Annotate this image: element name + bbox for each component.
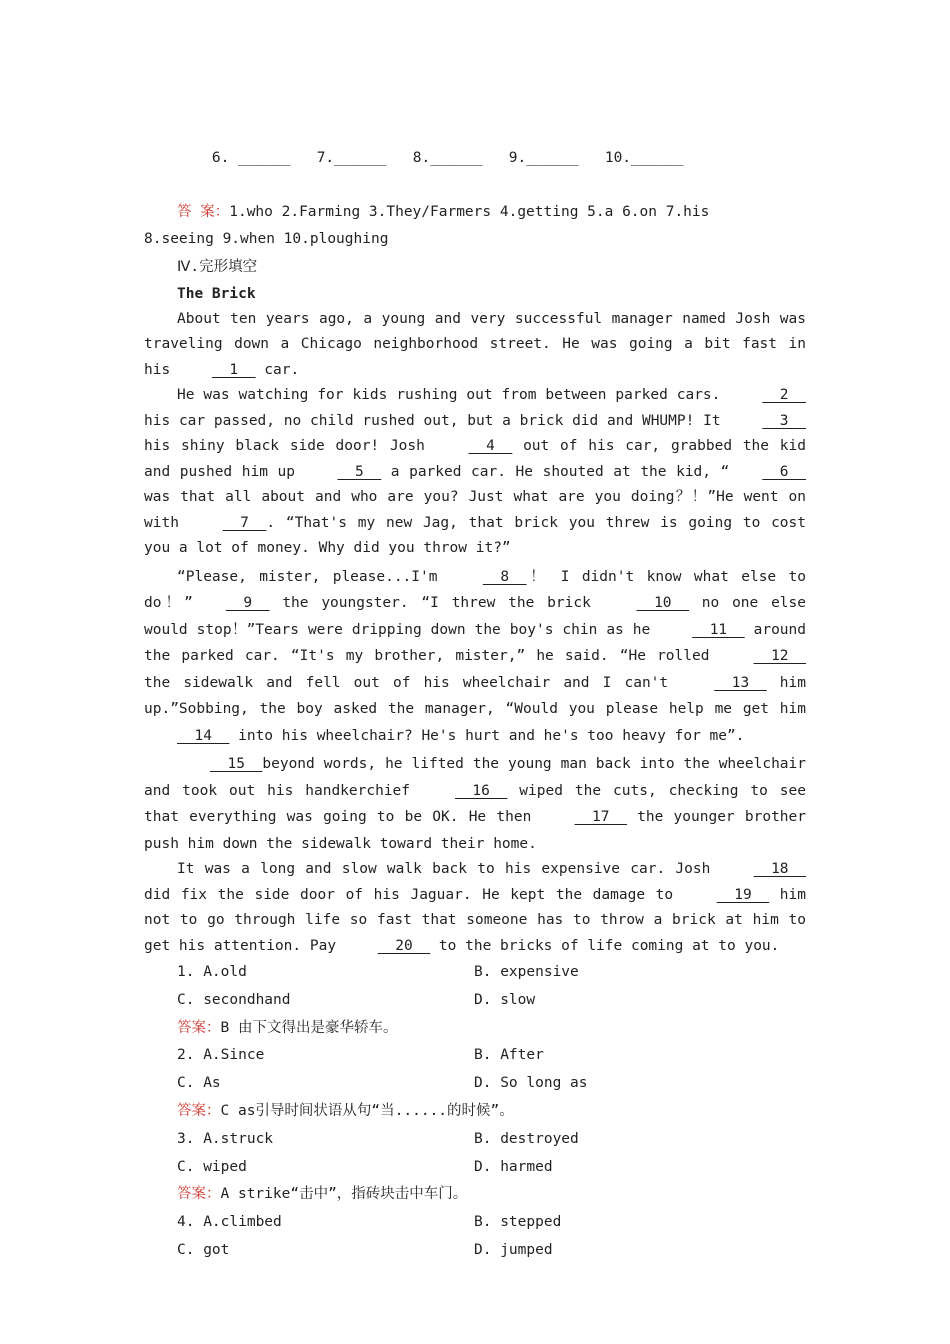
- blank-4: __4__: [468, 438, 513, 454]
- blank-15: __15__: [210, 756, 263, 772]
- blank-17: __17__: [574, 809, 627, 825]
- passage-paragraph-3: “Please, mister, please...I'm __8__！ I didn't know what else to do！” __9__ the youngster. “I threw the brick __10__ no one else would stop！”Tears were dripping down the boy's chin as he __11__ around the parked car. “It's my brother, mister,” he said. “He rolled __12__ the sidewalk and fell out of his wheelchair and I can't __13__ him up.”Sobbing, the boy asked the manager, “Would you please help me get him __14__ into his wheelchair? He's hurt and he's too heavy for me”.: [144, 564, 806, 750]
- blank-5: __5__: [337, 463, 382, 480]
- blank-19: __19__: [716, 886, 770, 903]
- blank-20: __20__: [377, 937, 431, 954]
- passage-paragraph-1: About ten years ago, a young and very successful manager named Josh was traveling down a Chicago neighborhood street. He was going a bit fast in his __1__ car.: [144, 307, 806, 384]
- blank-9: __9__: [225, 595, 270, 611]
- blank-10: 10.______: [604, 149, 684, 166]
- answer-line-1: 1.who 2.Farming 3.They/Farmers 4.getting 5.a 6.on 7.his: [229, 203, 710, 220]
- answer-note: 答案：C as引导时间状语从句“当......的时候”。: [177, 1102, 514, 1119]
- option-c: C. wiped: [177, 1158, 247, 1175]
- option-c: C. got: [177, 1241, 230, 1258]
- passage-paragraph-5: It was a long and slow walk back to his expensive car. Josh __18__ did fix the side door of his Jaguar. He kept the damage to __19__ him not to go through life so fast that someone has to throw a brick at him to get his attention. Pay __20__ to the bricks of life coming at to you.: [144, 857, 806, 959]
- option-b: B. stepped: [474, 1214, 562, 1231]
- question-3: [144, 1126, 806, 1209]
- blank-18: __18__: [753, 861, 806, 877]
- option-c: C. secondhand: [177, 991, 291, 1008]
- option-d: D. So long as: [474, 1075, 588, 1092]
- previous-answer-key: [144, 199, 806, 226]
- blank-2: __2__: [762, 387, 806, 403]
- blank-10: __10__: [636, 595, 689, 611]
- question-4: [144, 1209, 806, 1265]
- blank-8: __8__: [482, 568, 527, 585]
- question-2: [144, 1042, 806, 1125]
- option-c: C. As: [177, 1075, 221, 1092]
- answer-label: 答案：: [177, 1019, 221, 1036]
- option-a: 3. A.struck: [177, 1130, 274, 1147]
- answer-label: 答 案：: [177, 203, 230, 220]
- answer-label: 答案：: [177, 1102, 221, 1119]
- blank-11: __11__: [692, 621, 745, 638]
- document-page: [144, 120, 806, 1265]
- option-d: D. harmed: [474, 1158, 553, 1175]
- passage-paragraph-2: He was watching for kids rushing out from between parked cars. __2__ his car passed, no child rushed out, but a brick did and WHUMP! It __3__his shiny black side door! Josh __4__ out of his car, grabbed the kid and pushed him up __5__ a parked car. He shouted at the kid, “ __6__was that all about and who are you? Just what are you doing？！”He went on with __7__. “That's my new Jag, that brick you threw is going to cost you a lot of money. Why did you throw it?”: [144, 383, 806, 562]
- blank-12: __12__: [753, 648, 806, 664]
- blank-6: __6__: [762, 463, 806, 480]
- option-a: 1. A.old: [177, 964, 247, 980]
- answer-note: 答案：A strike“击中”，指砖块击中车门。: [177, 1186, 468, 1203]
- section-heading: Ⅳ.完形填空: [177, 258, 258, 275]
- blank-9: 9.______: [508, 149, 579, 166]
- option-b: B. After: [474, 1047, 544, 1064]
- blank-6: 6. ______: [211, 149, 291, 166]
- option-d: D. jumped: [474, 1241, 553, 1258]
- answer-note: 答案：B 由下文得出是豪华轿车。: [177, 1019, 398, 1036]
- blank-16: __16__: [454, 782, 508, 799]
- question-1: [144, 959, 806, 1042]
- blank-14: __14__: [177, 727, 230, 744]
- passage-title: The Brick: [177, 285, 256, 302]
- blank-row: [144, 120, 806, 197]
- option-d: D. slow: [474, 991, 536, 1008]
- option-a: 4. A.climbed: [177, 1214, 282, 1231]
- blank-1: __1__: [211, 361, 256, 378]
- answer-line-2: 8.seeing 9.when 10.ploughing: [144, 230, 389, 247]
- option-a: 2. A.Since: [177, 1047, 265, 1064]
- answer-label: 答案：: [177, 1186, 221, 1203]
- blank-7: __7__: [222, 514, 267, 531]
- option-b: B. destroyed: [474, 1130, 579, 1147]
- blank-7: 7.______: [316, 149, 387, 166]
- option-b: B. expensive: [474, 964, 579, 980]
- blank-3: __3__: [762, 412, 806, 429]
- blank-8: 8.______: [412, 149, 483, 166]
- blank-13: __13__: [714, 674, 767, 691]
- passage-paragraph-4: __15__beyond words, he lifted the young man back into the wheelchair and took out his handkerchief __16__ wiped the cuts, checking to see that everything was going to be OK. He then __17__ the younger brother push him down the sidewalk toward their home.: [144, 751, 806, 857]
